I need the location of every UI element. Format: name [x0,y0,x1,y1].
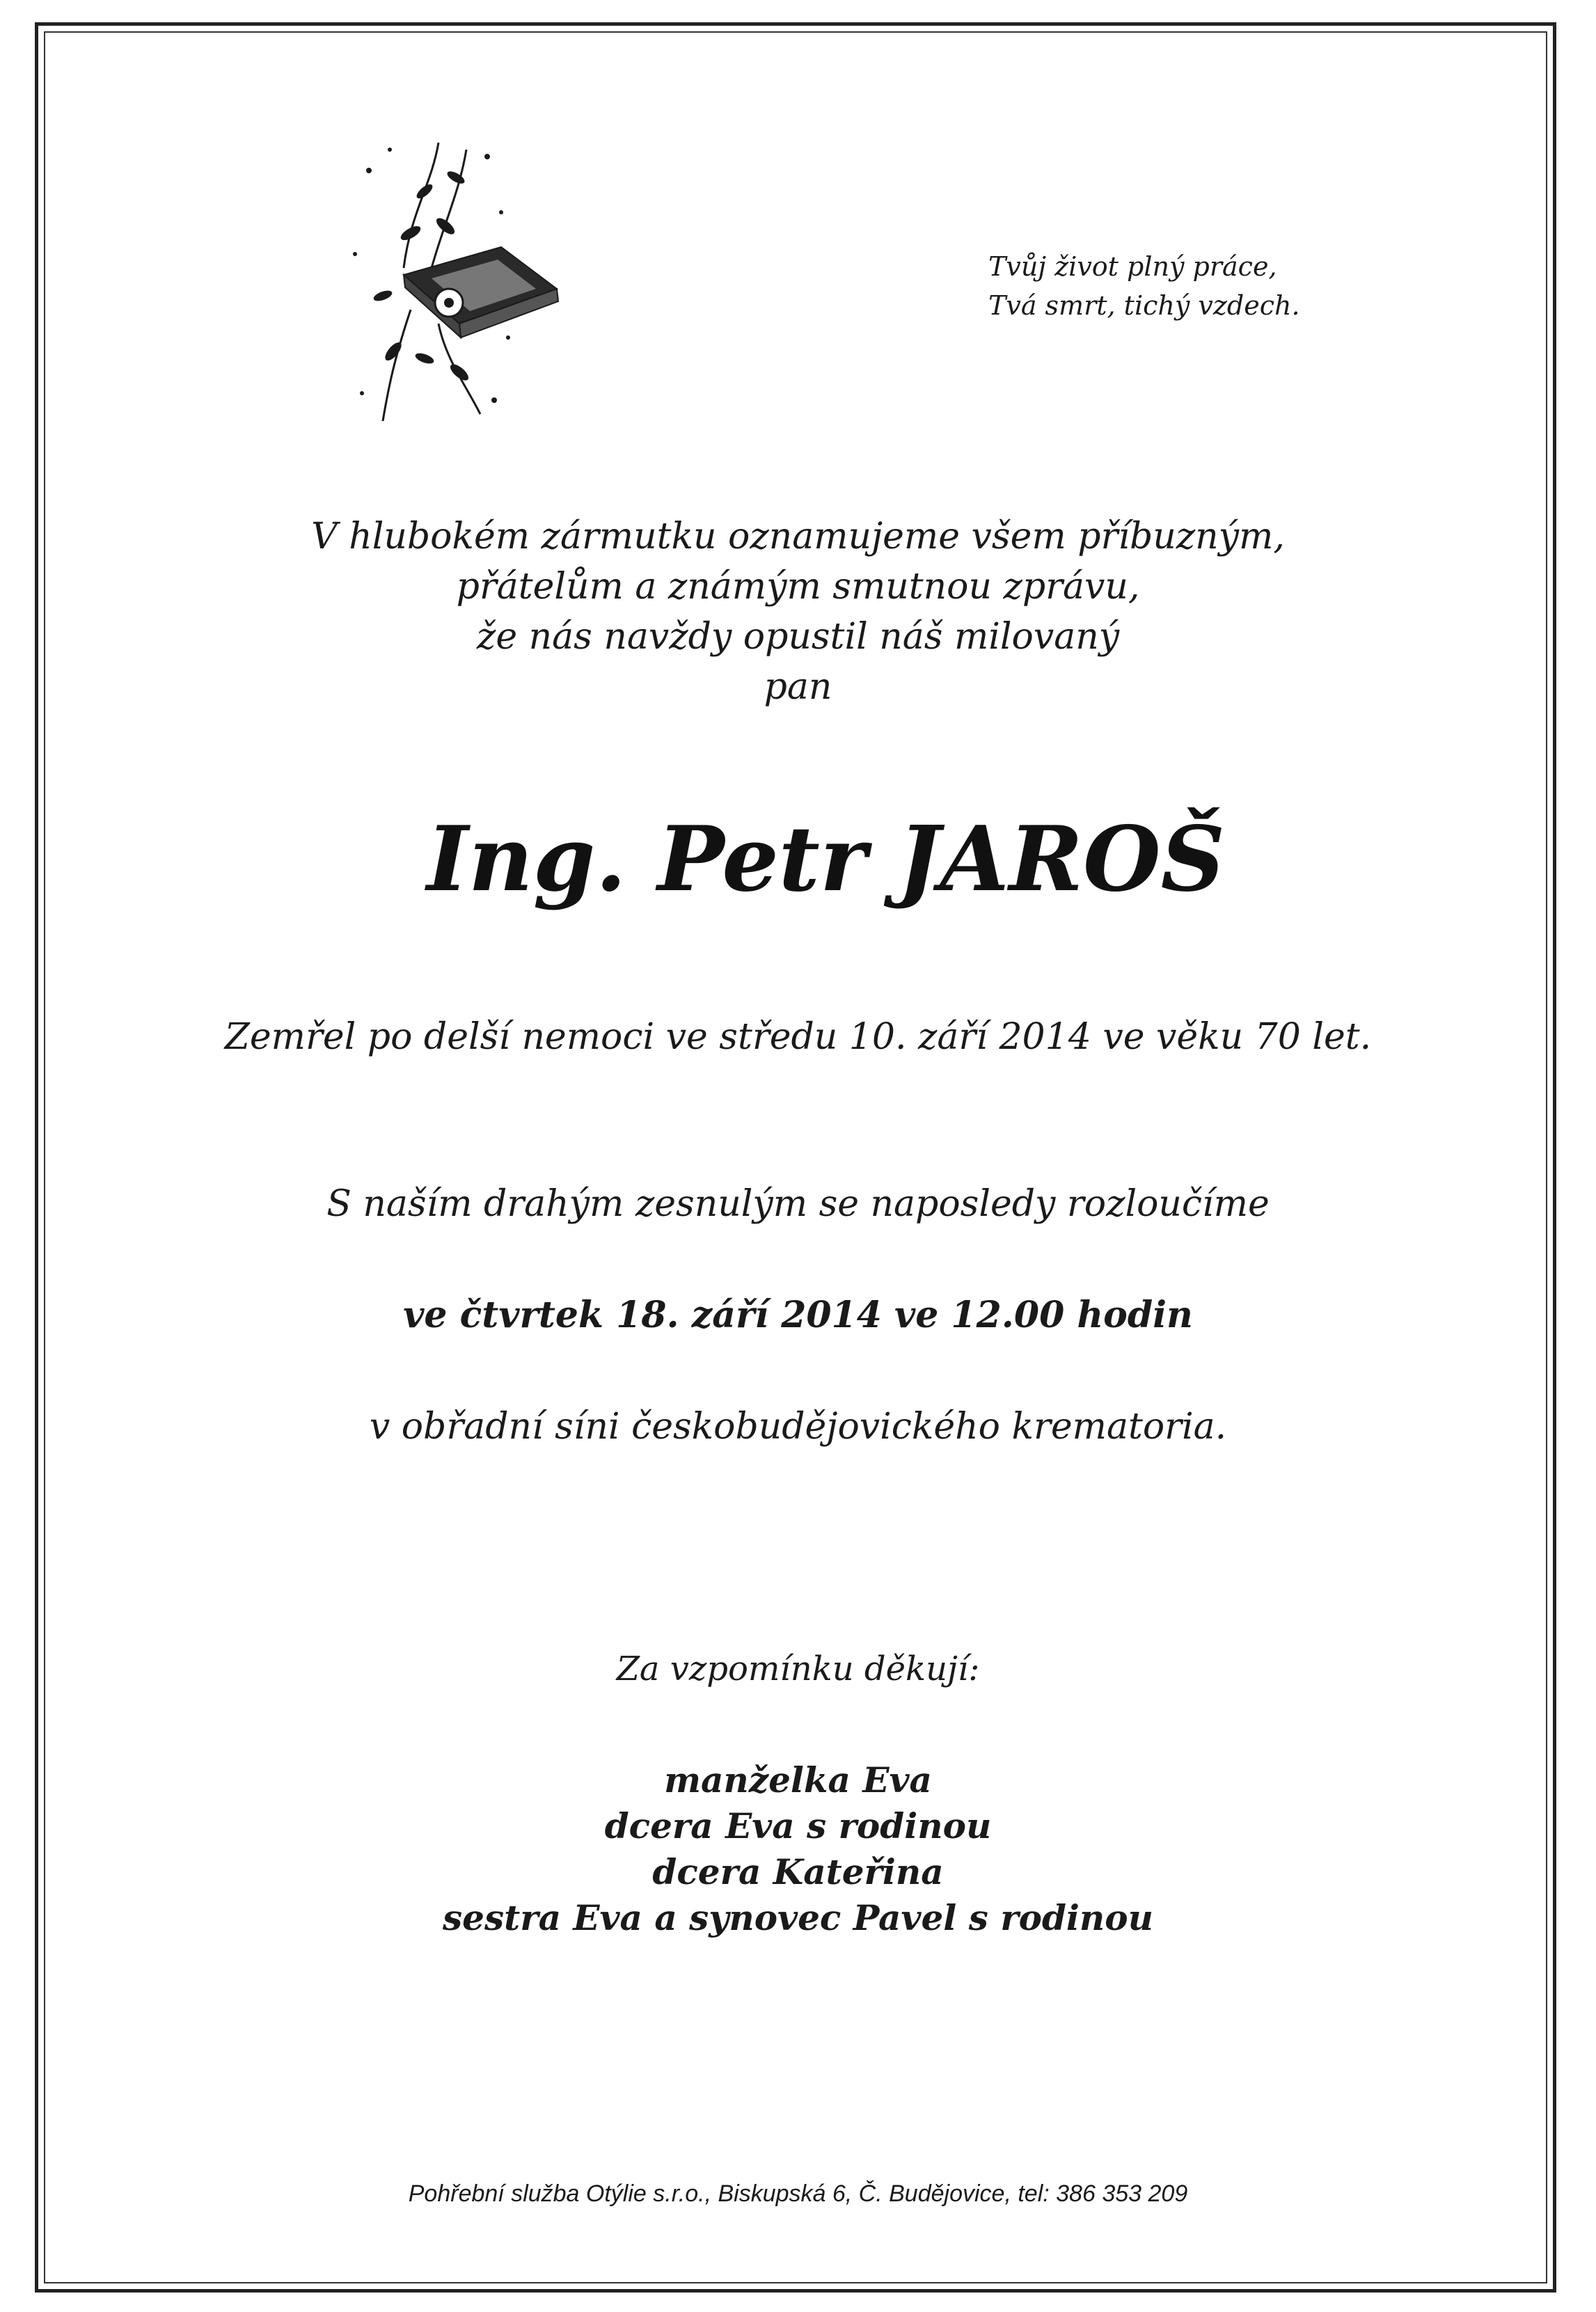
intro-line: pan [764,666,832,708]
ceremony-place: v obřadní síni českobudějovického krematoria. [369,1406,1227,1448]
motto-line: Tvá smrt, tichý vzdech. [988,290,1300,321]
family-member: dcera Kateřina [652,1851,944,1892]
intro-line: V hlubokém zármutku oznamujeme všem příbuzným, [311,516,1285,557]
family-member: manželka Eva [664,1759,932,1800]
death-notice: Zemřel po delší nemoci ve středu 10. září 2014 ve věku 70 let. [224,1016,1372,1058]
deceased-name: Ing. Petr JAROŠ [426,807,1226,912]
funeral-service-footer: Pohřební služba Otýlie s.r.o., Biskupská 6, Č. Budějovice, tel: 386 353 209 [408,2180,1188,2207]
family-list [0,1757,1596,1941]
ceremony-date: ve čtvrtek 18. září 2014 ve 12.00 hodin [403,1294,1193,1336]
motto-line: Tvůj život plný práce, [988,251,1277,282]
intro-line: přátelům a známým smutnou zprávu, [456,566,1140,608]
family-member: dcera Eva s rodinou [604,1805,992,1846]
farewell-text: S naším drahým zesnulým se naposledy rozloučíme [326,1183,1270,1225]
book-flower-ornament-icon [327,129,564,428]
motto [988,247,1300,325]
thanks-heading: Za vzpomínku děkují: [616,1649,980,1688]
inner-border [44,31,1547,2283]
intro-line: že nás navždy opustil náš milovaný [476,616,1120,658]
intro-text [0,512,1596,712]
family-member: sestra Eva a synovec Pavel s rodinou [443,1897,1153,1938]
